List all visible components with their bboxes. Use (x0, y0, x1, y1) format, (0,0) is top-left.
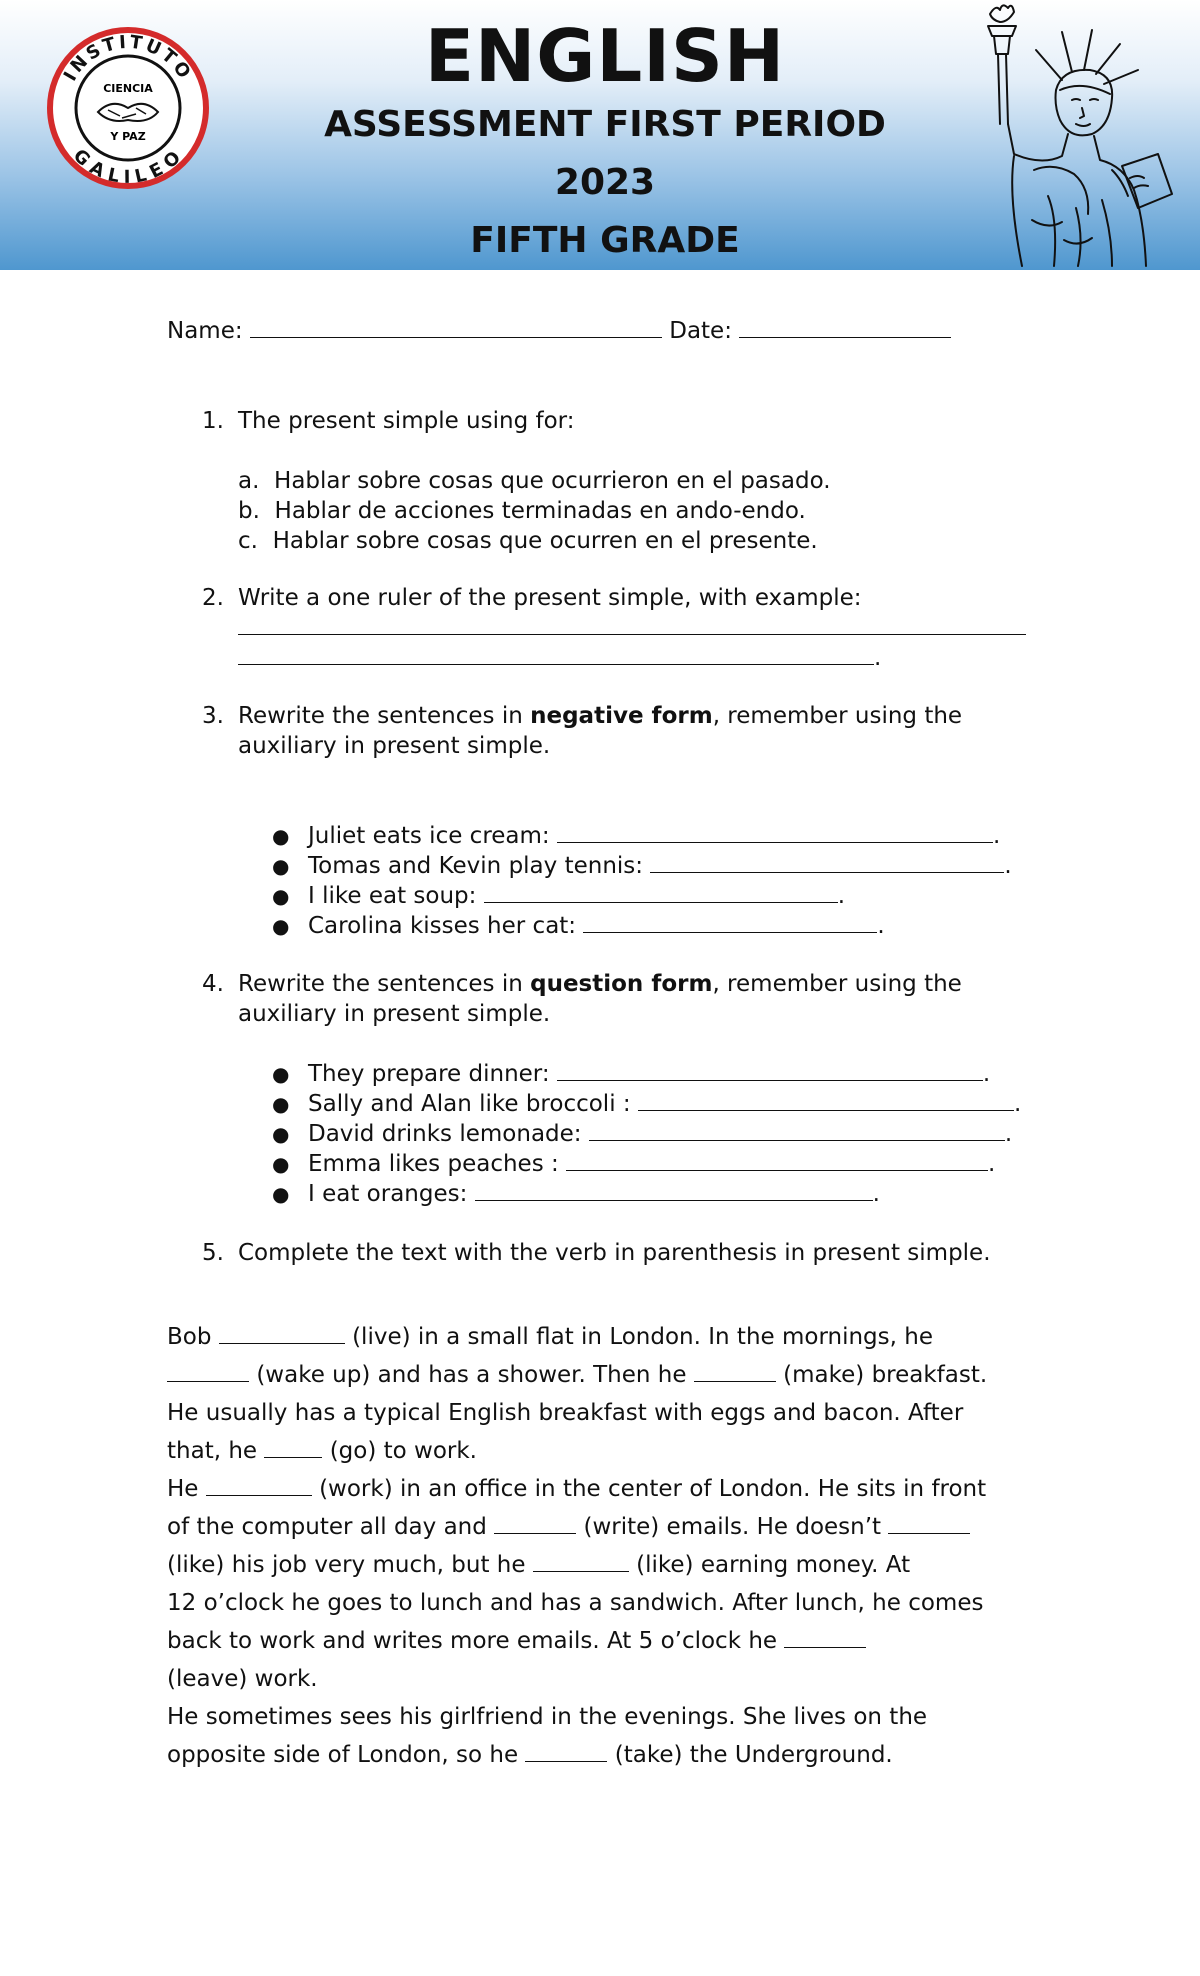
q4-item (308, 1090, 1021, 1118)
verb-blank[interactable] (167, 1361, 249, 1382)
q2-answer-line-1 (238, 614, 1026, 642)
logo-text-bottom: GALILEO (68, 145, 188, 188)
q1-option-a (238, 467, 831, 495)
verb-blank[interactable] (219, 1323, 345, 1344)
q2-answer-field-1[interactable] (238, 614, 1026, 635)
text-line (167, 1323, 933, 1351)
text-line (167, 1513, 970, 1541)
text-fragment: (like) his job very much, but he (167, 1552, 526, 1578)
q2-text: Write a one ruler of the present simple, with example: (238, 585, 862, 611)
text-fragment: (like) earning money. At (636, 1552, 911, 1578)
q1-number: 1. (202, 408, 224, 434)
name-label: Name: (167, 318, 243, 344)
q3-item (308, 822, 1000, 850)
period: . (982, 1061, 991, 1087)
period: . (1013, 1091, 1022, 1117)
text-fragment: back to work and writes more emails. At 5 o’clock he (167, 1628, 778, 1654)
q3-text-line-2: auxiliary in present simple. (238, 733, 551, 759)
q3-answer-field[interactable] (557, 822, 993, 843)
q3-item (308, 852, 1012, 880)
q4-answer-field[interactable] (638, 1090, 1014, 1111)
q1-option-letter: a. (238, 468, 260, 494)
verb-blank[interactable] (494, 1513, 576, 1534)
q4-emphasis: question form (530, 971, 713, 997)
q4-item (308, 1150, 995, 1178)
q1-option-text: Hablar sobre cosas que ocurrieron en el pasado. (274, 468, 831, 494)
text-fragment: of the computer all day and (167, 1514, 487, 1540)
q4-item (308, 1060, 990, 1088)
grade-label: FIFTH GRADE (470, 220, 740, 261)
text-line: (leave) work. (167, 1666, 318, 1692)
q3-text-pre: Rewrite the sentences in (238, 703, 531, 729)
period: . (877, 913, 885, 939)
q2-answer-line-2 (238, 644, 881, 672)
page-title: ENGLISH (424, 14, 786, 98)
q3-text (238, 702, 962, 730)
text-fragment: (live) in a small flat in London. In the mornings, he (352, 1324, 933, 1350)
verb-blank[interactable] (784, 1627, 866, 1648)
period: . (988, 1151, 996, 1177)
period: . (992, 823, 1001, 849)
q4-item-text: I eat oranges: (308, 1181, 468, 1207)
assessment-year: 2023 (554, 162, 656, 203)
verb-blank[interactable] (888, 1513, 970, 1534)
text-fragment: Bob (167, 1324, 212, 1350)
q1-option-text: Hablar sobre cosas que ocurren en el presente. (272, 528, 818, 554)
text-line: He usually has a typical English breakfast with eggs and bacon. After (167, 1400, 964, 1426)
period: . (1004, 853, 1012, 879)
bullet-icon: ● (272, 1152, 290, 1176)
bullet-icon: ● (272, 1062, 290, 1086)
q5-text: Complete the text with the verb in parenthesis in present simple. (238, 1240, 991, 1266)
q4-answer-field[interactable] (589, 1120, 1005, 1141)
text-line (167, 1361, 987, 1389)
q3-number: 3. (202, 703, 224, 729)
q3-item-text: Juliet eats ice cream: (308, 823, 550, 849)
assessment-subtitle: ASSESSMENT FIRST PERIOD (324, 104, 886, 145)
q4-text (238, 970, 962, 998)
q2-answer-field-2[interactable] (238, 644, 874, 665)
q4-text-pre: Rewrite the sentences in (238, 971, 531, 997)
q1-option-letter: c. (238, 528, 258, 554)
q2-number: 2. (202, 585, 224, 611)
q3-item (308, 912, 885, 940)
text-fragment: (go) to work. (329, 1438, 477, 1464)
bullet-icon: ● (272, 1092, 290, 1116)
logo-text-center-bottom: Y PAZ (110, 130, 146, 143)
text-fragment: (make) breakfast. (783, 1362, 988, 1388)
period: . (837, 883, 846, 909)
q4-item-text: Emma likes peaches : (308, 1151, 559, 1177)
header-banner (0, 0, 1200, 270)
date-label: Date: (669, 318, 732, 344)
bullet-icon: ● (272, 824, 290, 848)
text-fragment: He (167, 1476, 199, 1502)
text-fragment: (write) emails. He doesn’t (583, 1514, 882, 1540)
date-field[interactable] (739, 317, 951, 338)
q3-item-text: Tomas and Kevin play tennis: (308, 853, 644, 879)
q3-answer-field[interactable] (484, 882, 838, 903)
bullet-icon: ● (272, 1122, 290, 1146)
bullet-icon: ● (272, 854, 290, 878)
text-fragment: (wake up) and has a shower. Then he (256, 1362, 687, 1388)
q4-text-post: , remember using the (712, 971, 962, 997)
q3-answer-field[interactable] (650, 852, 1004, 873)
text-fragment: opposite side of London, so he (167, 1742, 519, 1768)
q4-item (308, 1120, 1012, 1148)
q4-answer-field[interactable] (475, 1180, 873, 1201)
q4-item-text: They prepare dinner: (308, 1061, 550, 1087)
logo-text-center-top: CIENCIA (103, 82, 153, 95)
q3-answer-field[interactable] (583, 912, 877, 933)
q4-answer-field[interactable] (566, 1150, 988, 1171)
text-fragment: (take) the Underground. (614, 1742, 893, 1768)
q1-option-letter: b. (238, 498, 260, 524)
q1-text: The present simple using for: (238, 408, 575, 434)
q4-answer-field[interactable] (557, 1060, 983, 1081)
text-line (167, 1551, 910, 1579)
q1-option-c (238, 527, 818, 555)
text-line: He sometimes sees his girlfriend in the evenings. She lives on the (167, 1704, 928, 1730)
period: . (874, 645, 882, 671)
q3-item-text: I like eat soup: (308, 883, 477, 909)
q3-item (308, 882, 845, 910)
q4-item (308, 1180, 880, 1208)
text-line (167, 1741, 893, 1769)
name-field[interactable] (250, 317, 662, 338)
period: . (872, 1181, 880, 1207)
q3-item-text: Carolina kisses her cat: (308, 913, 577, 939)
q4-text-line-2: auxiliary in present simple. (238, 1001, 551, 1027)
q5-number: 5. (202, 1240, 224, 1266)
q4-item-text: David drinks lemonade: (308, 1121, 582, 1147)
verb-blank[interactable] (533, 1551, 629, 1572)
bullet-icon: ● (272, 884, 290, 908)
q1-option-text: Hablar de acciones terminadas en ando-endo. (274, 498, 806, 524)
verb-blank[interactable] (525, 1741, 607, 1762)
q1-option-b (238, 497, 806, 525)
text-fragment: (work) in an office in the center of London. He sits in front (319, 1476, 987, 1502)
period: . (1004, 1121, 1013, 1147)
q3-text-post: , remember using the (712, 703, 963, 729)
text-line: 12 o’clock he goes to lunch and has a sandwich. After lunch, he comes (167, 1590, 984, 1616)
q4-item-text: Sally and Alan like broccoli : (308, 1091, 631, 1117)
logo-text-top: INSTITUTO (59, 31, 197, 85)
text-line (167, 1437, 477, 1465)
statue-of-liberty-illustration (972, 0, 1200, 268)
text-line (167, 1475, 986, 1503)
bullet-icon: ● (272, 914, 290, 938)
q4-number: 4. (202, 971, 224, 997)
school-logo (46, 26, 210, 190)
bullet-icon: ● (272, 1182, 290, 1206)
text-line (167, 1627, 866, 1655)
q3-emphasis: negative form (530, 703, 713, 729)
verb-blank[interactable] (264, 1437, 322, 1458)
verb-blank[interactable] (206, 1475, 312, 1496)
verb-blank[interactable] (694, 1361, 776, 1382)
text-fragment: that, he (167, 1438, 258, 1464)
name-date-row (167, 317, 951, 345)
